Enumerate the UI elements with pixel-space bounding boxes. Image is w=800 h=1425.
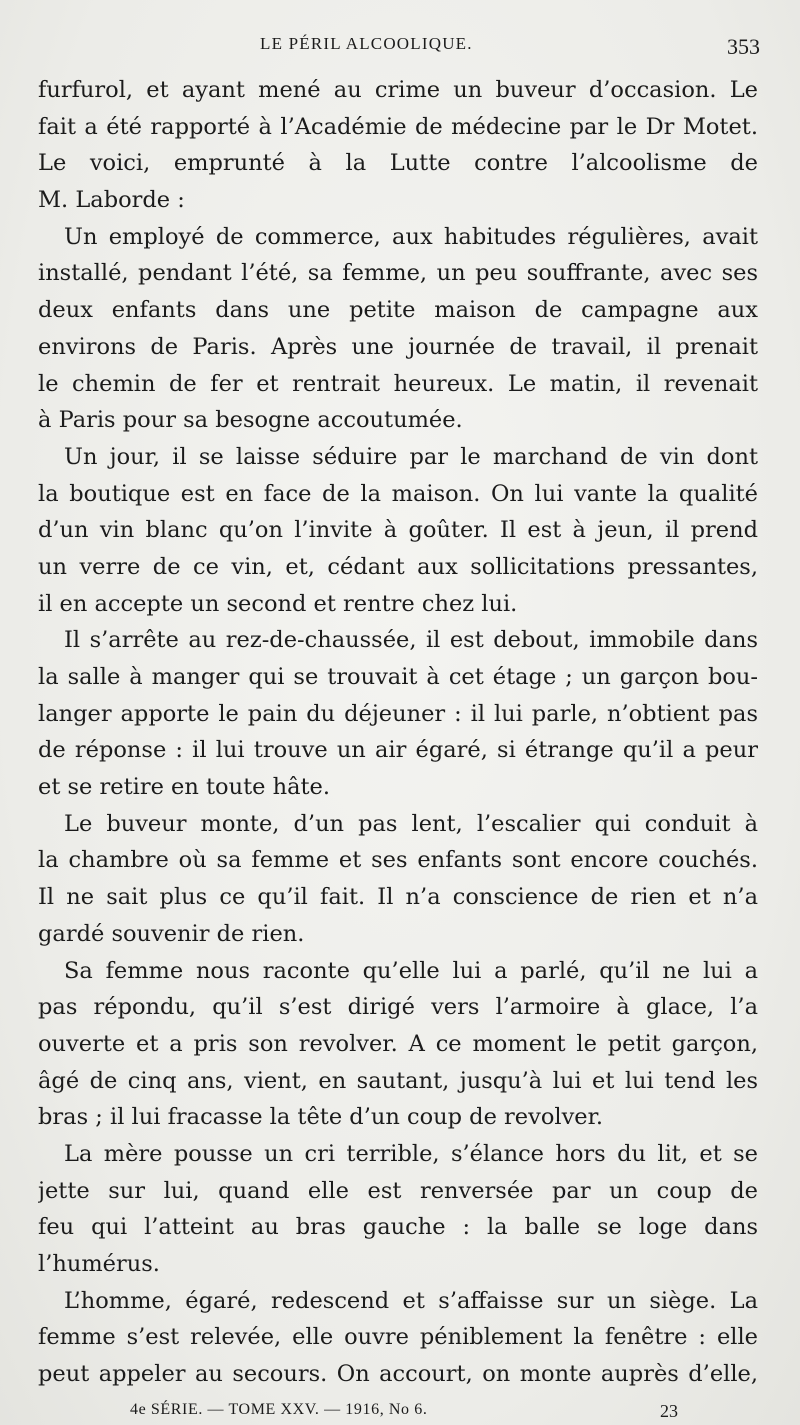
- text-line: ouverte et a pris son revolver. A ce moment le petit garçon,: [38, 1030, 758, 1057]
- page-header: [40, 34, 770, 64]
- text-line: femme s’est relevée, elle ouvre péniblement la fenêtre : elle: [38, 1324, 758, 1351]
- text-line: Il s’arrête au rez-de-chaussée, il est debout, immobile dans: [64, 627, 758, 654]
- text-line: Sa femme nous raconte qu’elle lui a parlé, qu’il ne lui a: [64, 957, 758, 984]
- text-line: M. Laborde :: [38, 187, 185, 214]
- text-line: jette sur lui, quand elle est renversée par un coup de: [38, 1177, 758, 1204]
- text-line: il en accepte un second et rentre chez lui.: [38, 590, 518, 617]
- text-line: La mère pousse un cri terrible, s’élance hors du lit, et se: [64, 1140, 758, 1167]
- text-line: Le buveur monte, d’un pas lent, l’escalier qui conduit à: [64, 810, 758, 837]
- text-line: Le voici, emprunté à la Lutte contre l’alcoolisme de: [38, 150, 758, 177]
- text-line: de réponse : il lui trouve un air égaré, si étrange qu’il a peur: [38, 737, 758, 764]
- text-line: environs de Paris. Après une journée de travail, il prenait: [38, 333, 758, 360]
- text-line: la salle à manger qui se trouvait à cet étage ; un garçon bou-: [38, 664, 758, 690]
- text-line: le chemin de fer et rentrait heureux. Le matin, il revenait: [38, 370, 758, 397]
- text-line: la chambre où sa femme et ses enfants sont encore couchés.: [38, 847, 758, 874]
- text-line: et se retire en toute hâte.: [38, 774, 331, 801]
- text-line: Un employé de commerce, aux habitudes régulières, avait: [64, 223, 758, 250]
- body-text: [38, 72, 758, 1393]
- text-line: installé, pendant l’été, sa femme, un peu souffrante, avec ses: [38, 260, 758, 287]
- text-line: furfurol, et ayant mené au crime un buveur d’occasion. Le: [38, 77, 758, 103]
- text-line: à Paris pour sa besogne accoutumée.: [38, 407, 463, 434]
- text-line: fait a été rapporté à l’Académie de médecine par le Dr Motet.: [38, 113, 758, 140]
- page-number: 353: [727, 34, 760, 59]
- text-line: d’un vin blanc qu’on l’invite à goûter. Il est à jeun, il prend: [38, 517, 758, 544]
- text-line: bras ; il lui fracasse la tête d’un coup de revolver.: [38, 1104, 604, 1131]
- text-line: feu qui l’atteint au bras gauche : la balle se loge dans: [38, 1214, 758, 1241]
- text-line: âgé de cinq ans, vient, en sautant, jusqu’à lui et lui tend les: [38, 1067, 758, 1094]
- running-title: LE PÉRIL ALCOOLIQUE.: [260, 34, 473, 53]
- text-line: l’humérus.: [38, 1251, 160, 1277]
- text-line: peut appeler au secours. On accourt, on monte auprès d’elle,: [38, 1361, 758, 1388]
- text-line: pas répondu, qu’il s’est dirigé vers l’armoire à glace, l’a: [38, 994, 758, 1021]
- text-line: un verre de ce vin, et, cédant aux sollicitations pressantes,: [38, 553, 758, 580]
- text-line: langer apporte le pain du déjeuner : il lui parle, n’obtient pas: [38, 700, 758, 727]
- text-line: la boutique est en face de la maison. On lui vante la qualité: [38, 480, 758, 507]
- footer-signature-mark: 23: [660, 1401, 678, 1422]
- text-line: gardé souvenir de rien.: [38, 920, 305, 947]
- text-line: Il ne sait plus ce qu’il fait. Il n’a conscience de rien et n’a: [38, 884, 758, 911]
- footer-series-info: 4e SÉRIE. — TOME XXV. — 1916, No 6.: [130, 1401, 428, 1419]
- text-line: deux enfants dans une petite maison de campagne aux: [38, 297, 758, 324]
- text-line: Un jour, il se laisse séduire par le marchand de vin dont: [64, 443, 758, 470]
- text-line: L’homme, égaré, redescend et s’affaisse sur un siège. La: [64, 1287, 758, 1314]
